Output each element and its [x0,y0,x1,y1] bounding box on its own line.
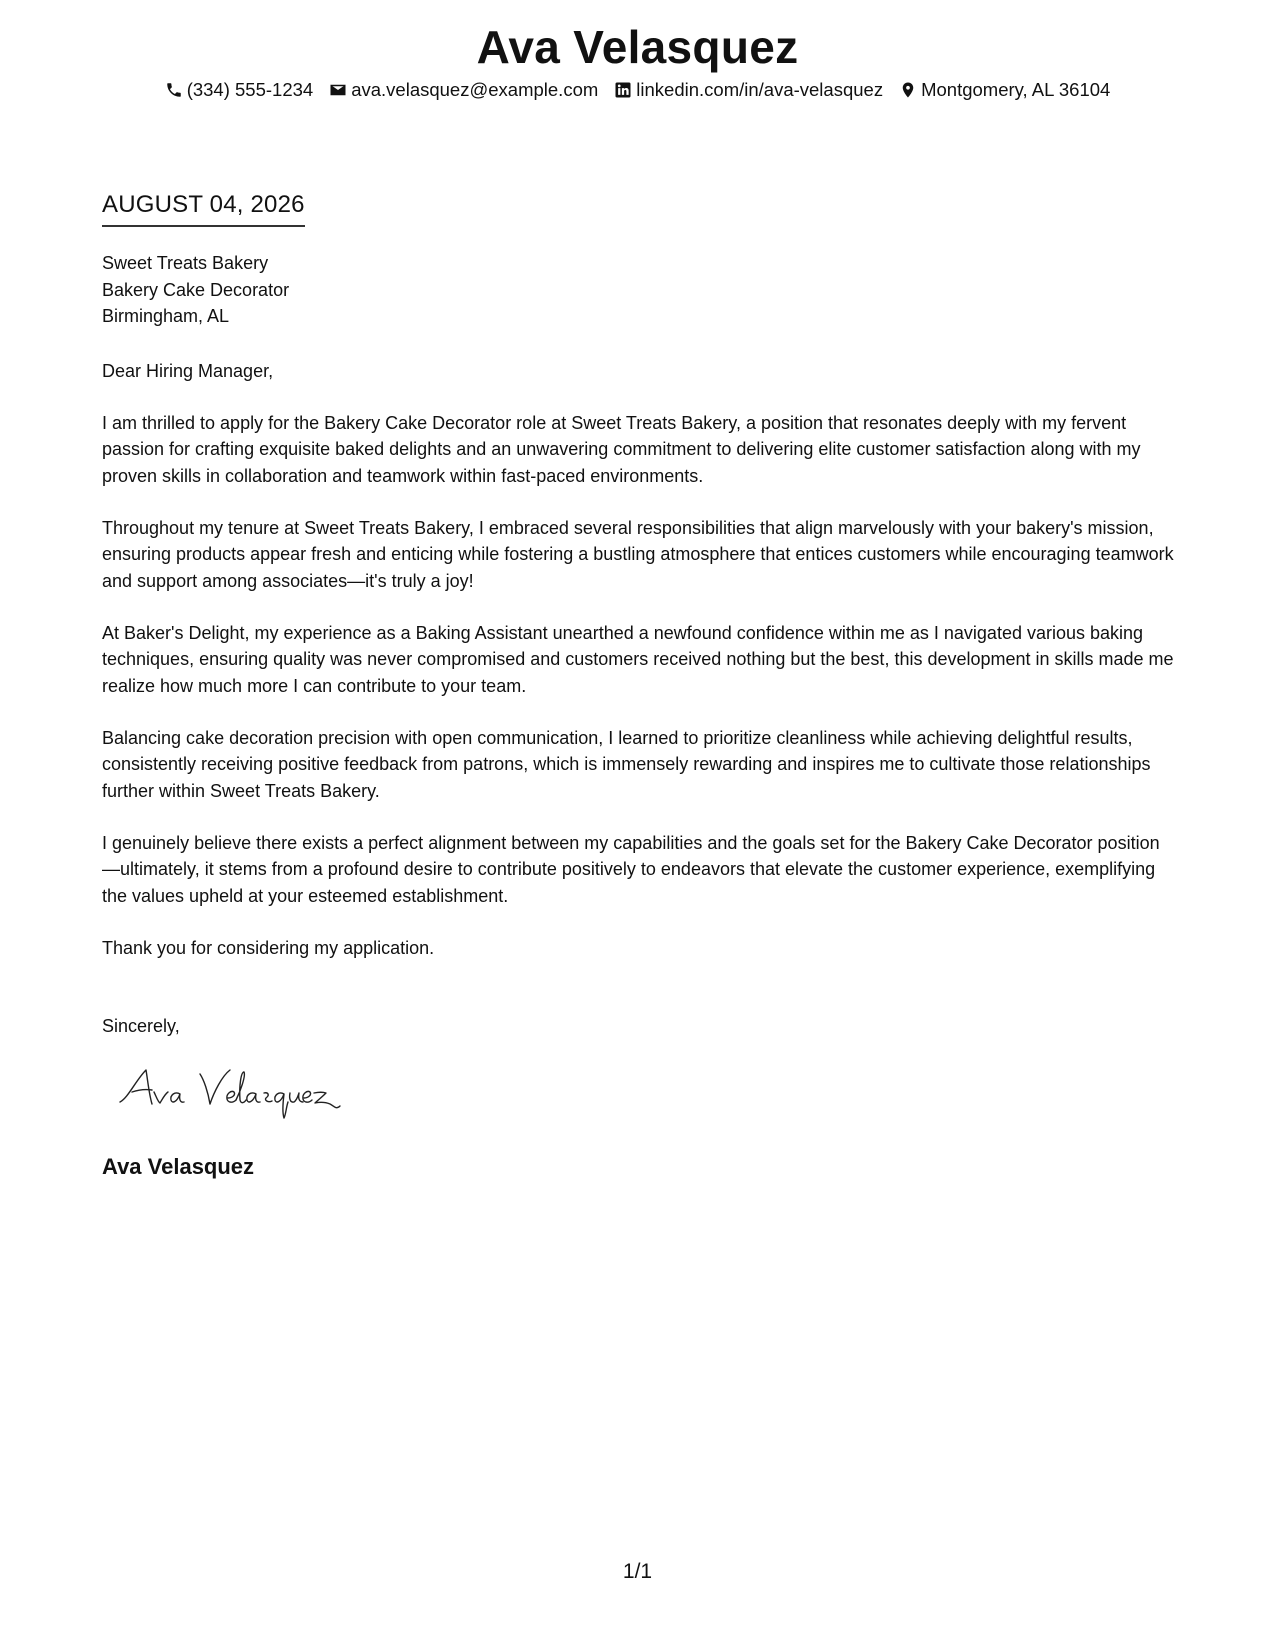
recipient-city: Birmingham, AL [102,306,230,326]
page-number: 1/1 [622,1560,653,1583]
closing-line: Thank you for considering my application. [102,938,435,958]
body-paragraph: Throughout my tenure at Sweet Treats Bakery, I embraced several responsibilities that align marvelously with your bakery's mission, ensuring products appear fresh and enticing while fostering a bustling atmosphere that entices customers while encouraging teamwork and support among associates—it's truly a joy! [102,518,1174,591]
letter-date: AUGUST 04, 2026 [102,191,305,227]
handwritten-signature [118,1062,348,1122]
body-paragraph: At Baker's Delight, my experience as a Baking Assistant unearthed a newfound confidence within me as I navigated various baking techniques, ensuring quality was never compromised and customers received nothing but the best, this development in skills made me realize how much more I can contribute to your team. [102,623,1174,696]
contact-phone [165,79,314,101]
body-paragraph: Balancing cake decoration precision with open communication, I learned to prioritize cleanliness while achieving delightful results, consistently receiving positive feedback from patrons, which is immensely rewarding and inspires me to cultivate those relationships further within Sweet Treats Bakery. [102,728,1151,801]
signed-name: Ava Velasquez [102,1154,255,1179]
salutation: Dear Hiring Manager, [102,361,274,381]
recipient-position: Bakery Cake Decorator [102,279,290,300]
linkedin-icon [614,81,632,99]
location-text: Montgomery, AL 36104 [921,79,1111,100]
contact-bar [0,79,1275,101]
contact-linkedin [614,79,883,101]
recipient-block [102,250,289,330]
map-pin-icon [899,81,917,99]
envelope-icon [329,81,347,99]
email-text: ava.velasquez@example.com [351,79,599,100]
phone-icon [165,81,183,99]
contact-location [899,79,1110,101]
phone-text: (334) 555-1234 [186,79,314,100]
body-paragraph: I genuinely believe there exists a perfect alignment between my capabilities and the goals set for the Bakery Cake Decorator position—ultimately, it stems from a profound desire to contribute positively to endeavors that elevate the customer experience, exemplifying the values upheld at your esteemed establishment. [102,833,1160,906]
sign-off: Sincerely, [102,1016,180,1036]
contact-email [329,79,598,101]
body-paragraph: I am thrilled to apply for the Bakery Cake Decorator role at Sweet Treats Bakery, a position that resonates deeply with my fervent passion for crafting exquisite baked delights and an unwavering commitment to delivering elite customer satisfaction along with my proven skills in collaboration and teamwork within fast-paced environments. [102,413,1141,486]
applicant-name: Ava Velasquez [476,21,799,73]
linkedin-text: linkedin.com/in/ava-velasquez [636,79,884,100]
recipient-company: Sweet Treats Bakery [102,253,269,273]
